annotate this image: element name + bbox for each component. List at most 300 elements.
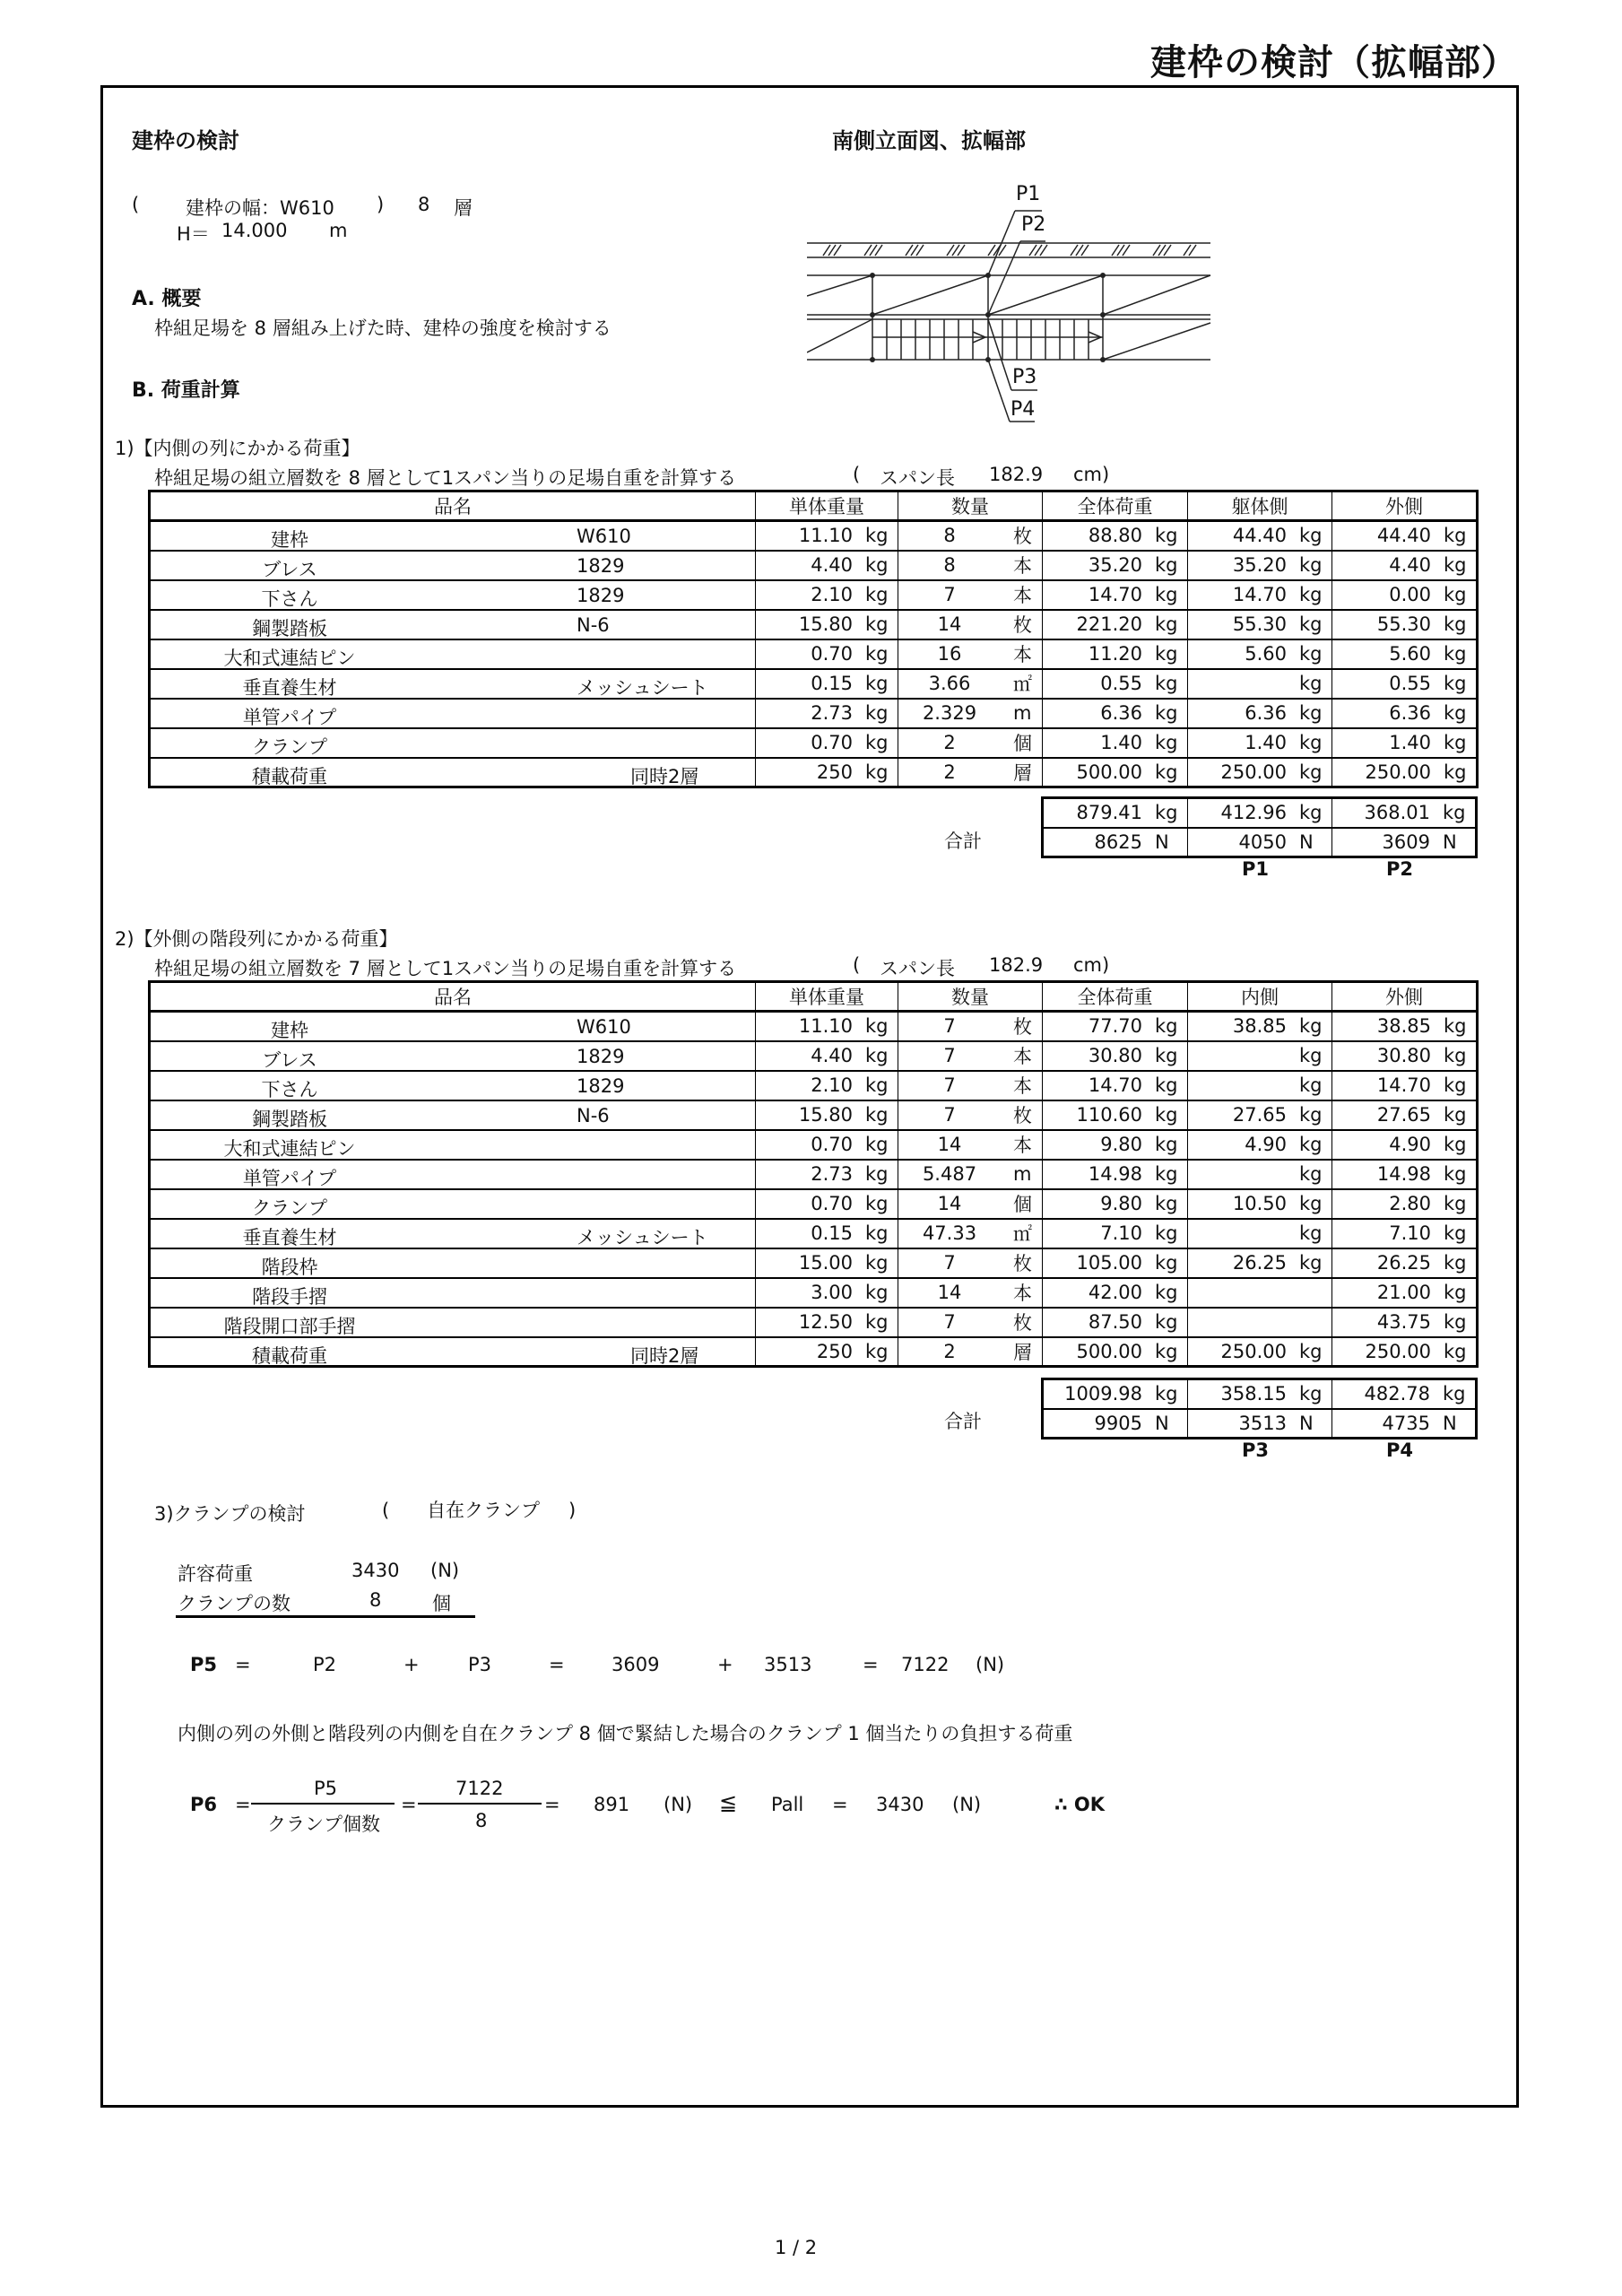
- total-load-cell: [1043, 1219, 1188, 1248]
- quantity-cell: [898, 1308, 1043, 1337]
- fraction-bar: [418, 1803, 542, 1805]
- inner-load-group: [1188, 640, 1331, 668]
- outer-load-value: 27.65: [1376, 1104, 1431, 1126]
- inner-load-value: 55.30: [1232, 613, 1287, 635]
- totals-n-row: [1043, 1409, 1477, 1439]
- unit-weight-group: [756, 640, 898, 668]
- inner-load-group: [1188, 700, 1331, 727]
- unit-kg: kg: [1299, 802, 1323, 824]
- quantity-value: 14: [937, 1134, 962, 1155]
- quantity-value: 7: [943, 1015, 956, 1038]
- unit-weight-unit: kg: [865, 1252, 889, 1274]
- quantity-unit: 本: [1013, 555, 1032, 577]
- unit-weight-group: [756, 1013, 898, 1040]
- inner-load-unit: kg: [1299, 732, 1323, 753]
- inner-load-unit: kg: [1299, 1074, 1323, 1096]
- quantity-group: [898, 640, 1042, 668]
- quantity-value: 47.33: [922, 1222, 977, 1244]
- unit-weight-group: [756, 1131, 898, 1159]
- outer-load-group: [1332, 1309, 1476, 1336]
- quantity-unit: ㎡: [1013, 674, 1032, 695]
- unit-weight-cell: [756, 551, 898, 580]
- total-load-value: 500.00: [1076, 1340, 1142, 1362]
- total-load-group: [1043, 1161, 1187, 1188]
- joint-node: [870, 312, 875, 317]
- total-load-group: [1043, 522, 1187, 550]
- quantity-unit: 枚: [1013, 1105, 1032, 1126]
- section1-description: 枠組足場の組立層数を 8 層として1スパン当りの足場自重を計算する: [154, 467, 737, 489]
- unit-weight-value: 250: [816, 761, 853, 783]
- total-load-group: [1043, 1042, 1187, 1070]
- inner-load-cell: [1188, 1278, 1332, 1308]
- quantity-cell: [898, 669, 1043, 699]
- inner-load-cell: [1188, 1041, 1332, 1071]
- overview-text: 枠組足場を 8 層組み上げた時、建枠の強度を検討する: [154, 317, 612, 339]
- unit-weight-group: [756, 1072, 898, 1100]
- inner-load-unit: kg: [1299, 761, 1323, 783]
- inner-row-totals-table: [1041, 796, 1478, 858]
- item-name-cell: [150, 1041, 756, 1071]
- quantity-group: [898, 522, 1042, 550]
- quantity-cell: [898, 758, 1043, 787]
- outer-load-group: [1332, 670, 1476, 698]
- table-row: [150, 758, 1478, 787]
- quantity-cell: [898, 610, 1043, 639]
- item-spec: 同時2層: [630, 765, 699, 787]
- item-name-cell: [150, 1248, 756, 1278]
- col-header-outer-side: 外側: [1332, 491, 1478, 521]
- unit-weight-value: 12.50: [798, 1311, 853, 1333]
- outer-load-unit: kg: [1444, 1015, 1467, 1038]
- outer-load-cell: [1332, 1308, 1478, 1337]
- section2-span-value: 182.9: [989, 954, 1044, 976]
- unit-weight-cell: [756, 1012, 898, 1041]
- quantity-group: [898, 1161, 1042, 1188]
- inner-load-unit: kg: [1299, 1340, 1323, 1362]
- inner-load-unit: kg: [1299, 702, 1323, 724]
- table-row: [150, 1041, 1478, 1071]
- p5-unit: (N): [976, 1654, 1005, 1675]
- outer-load-value: 5.60: [1389, 643, 1431, 665]
- total-load-group: [1043, 1190, 1187, 1218]
- quantity-unit: 枚: [1013, 1312, 1032, 1334]
- item-spec: N-6: [577, 1104, 610, 1126]
- table-header-row: [150, 491, 1478, 521]
- quantity-cell: [898, 1160, 1043, 1189]
- unit-weight-cell: [756, 1337, 898, 1367]
- section2-description: 枠組足場の組立層数を 7 層として1スパン当りの足場自重を計算する: [154, 958, 737, 979]
- total-load-unit: kg: [1155, 525, 1178, 547]
- stair-row-totals-table: [1041, 1378, 1478, 1439]
- outer-load-cell: [1332, 639, 1478, 669]
- inner-load-unit: kg: [1299, 673, 1323, 694]
- inner-load-cell: [1188, 580, 1332, 610]
- outer-load-group: [1332, 1220, 1476, 1248]
- total-load-value: 105.00: [1076, 1252, 1142, 1274]
- table-row: [150, 1337, 1478, 1367]
- section-title: 建枠の検討: [132, 128, 239, 153]
- unit-weight-value: 2.10: [811, 1074, 853, 1096]
- totals-n-row: [1043, 828, 1477, 857]
- outer-load-value: 38.85: [1376, 1015, 1431, 1038]
- quantity-group: [898, 1279, 1042, 1307]
- unit-weight-group: [756, 759, 898, 787]
- item-spec: 同時2層: [630, 1344, 699, 1367]
- table-row: [150, 1012, 1478, 1041]
- unit-weight-cell: [756, 1308, 898, 1337]
- outer-load-group: [1332, 1161, 1476, 1188]
- item-name-cell: [150, 1219, 756, 1248]
- outer-load-group: [1332, 640, 1476, 668]
- p6-frac2-denominator: 8: [475, 1810, 488, 1831]
- outer-load-cell: [1332, 1130, 1478, 1160]
- quantity-group: [898, 1101, 1042, 1129]
- outer-load-group: [1332, 1072, 1476, 1100]
- allowable-load-label: 許容荷重: [178, 1563, 253, 1585]
- quantity-group: [898, 1131, 1042, 1159]
- inner-load-group: [1188, 1161, 1331, 1188]
- outer-load-cell: [1332, 1071, 1478, 1100]
- item-name-cell: [150, 639, 756, 669]
- total-load-value: 221.20: [1076, 613, 1142, 635]
- outer-load-cell: [1332, 1100, 1478, 1130]
- p6-eq3: =: [544, 1794, 560, 1815]
- elevation-diagram: [807, 184, 1219, 426]
- unit-weight-group: [756, 1309, 898, 1336]
- quantity-unit: 層: [1013, 1341, 1032, 1363]
- outer-load-value: 7.10: [1389, 1222, 1431, 1244]
- section2-span-unit: cm): [1073, 954, 1110, 976]
- quantity-cell: [898, 1100, 1043, 1130]
- quantity-unit: 個: [1013, 1194, 1032, 1215]
- total-load-cell: [1043, 1308, 1188, 1337]
- total-load-cell: [1043, 551, 1188, 580]
- unit-weight-unit: kg: [865, 1193, 889, 1214]
- unit-weight-group: [756, 581, 898, 609]
- quantity-group: [898, 581, 1042, 609]
- outer-load-unit: kg: [1444, 584, 1467, 605]
- section1-span-open: (: [853, 464, 861, 485]
- inner-load-group: [1188, 1101, 1331, 1129]
- inner-load-group: [1188, 611, 1331, 639]
- outer-load-group: [1332, 1042, 1476, 1070]
- outer-load-unit: kg: [1444, 1134, 1467, 1155]
- p5-result: 7122: [901, 1654, 950, 1675]
- unit-weight-group: [756, 1042, 898, 1070]
- unit-weight-cell: [756, 728, 898, 758]
- outer-load-value: 30.80: [1376, 1045, 1431, 1066]
- total-load-value: 9.80: [1100, 1193, 1142, 1214]
- unit-n: N: [1443, 831, 1457, 853]
- total-load-cell: [1043, 1160, 1188, 1189]
- inner-load-cell: [1188, 1130, 1332, 1160]
- inner-load-value: 4.90: [1245, 1134, 1287, 1155]
- total-load-unit: kg: [1155, 1193, 1178, 1214]
- item-name: 鋼製踏板: [252, 617, 327, 639]
- item-name-cell: [150, 728, 756, 758]
- outer-load-value: 14.70: [1376, 1074, 1431, 1096]
- item-name-cell: [150, 551, 756, 580]
- unit-weight-unit: kg: [865, 1340, 889, 1362]
- inner-load-cell: [1188, 1189, 1332, 1219]
- total-load-value: 11.20: [1088, 643, 1142, 665]
- diagram-label-p3: P3: [1012, 366, 1037, 388]
- joint-node: [1100, 273, 1106, 278]
- outer-load-value: 2.80: [1389, 1193, 1431, 1214]
- unit-weight-cell: [756, 1100, 898, 1130]
- p6-result: 891: [594, 1794, 630, 1815]
- table-row: [150, 728, 1478, 758]
- inner-load-cell: [1188, 639, 1332, 669]
- total-load-unit: kg: [1155, 1163, 1178, 1185]
- total-load-group: [1043, 759, 1187, 787]
- section1-span-unit: cm): [1073, 464, 1110, 485]
- item-name: 階段開口部手摺: [223, 1315, 356, 1337]
- item-spec: W610: [577, 1016, 631, 1038]
- inner-load-cell: [1188, 669, 1332, 699]
- clamp-count-value: 8: [369, 1589, 382, 1611]
- outer-load-value: 43.75: [1376, 1311, 1431, 1333]
- table-row: [150, 1278, 1478, 1308]
- unit-weight-value: 4.40: [811, 1045, 853, 1066]
- item-spec: 1829: [577, 1074, 625, 1097]
- inner-load-cell: [1188, 1308, 1332, 1337]
- inner-load-group: [1188, 1072, 1331, 1100]
- unit-weight-cell: [756, 1248, 898, 1278]
- total-load-unit: kg: [1155, 613, 1178, 635]
- quantity-value: 2.329: [922, 702, 977, 724]
- total-load-unit: kg: [1155, 1282, 1178, 1303]
- inner-load-unit: kg: [1299, 1163, 1323, 1185]
- outer-load-group: [1332, 1190, 1476, 1218]
- table-row: [150, 699, 1478, 728]
- unit-weight-group: [756, 552, 898, 579]
- table-row: [150, 1189, 1478, 1219]
- item-spec: N-6: [577, 613, 610, 636]
- unit-weight-value: 0.70: [811, 1134, 853, 1155]
- outer-load-cell: [1332, 521, 1478, 551]
- inner-load-value: 5.60: [1245, 643, 1287, 665]
- item-name-cell: [150, 1012, 756, 1041]
- inner-load-value: 26.25: [1232, 1252, 1287, 1274]
- inner-load-unit: kg: [1299, 1222, 1323, 1244]
- unit-weight-group: [756, 611, 898, 639]
- inner-load-unit: kg: [1299, 525, 1323, 547]
- total-load-value: 14.70: [1088, 584, 1142, 605]
- unit-weight-cell: [756, 580, 898, 610]
- unit-n: N: [1443, 1412, 1457, 1434]
- total-n-value: 8625: [1094, 831, 1142, 853]
- diagram-title: 南側立面図、拡幅部: [832, 128, 1026, 153]
- quantity-cell: [898, 728, 1043, 758]
- item-name: 鋼製踏板: [252, 1108, 327, 1130]
- unit-weight-value: 0.15: [811, 1222, 853, 1244]
- section1-span-label: スパン長: [880, 467, 955, 489]
- unit-kg: kg: [1443, 1383, 1466, 1405]
- unit-n: N: [1299, 831, 1314, 853]
- p6-unit: (N): [664, 1794, 693, 1815]
- p6-label: P6: [190, 1794, 218, 1815]
- frame-width-open: (: [132, 194, 140, 215]
- outer-load-value: 250.00: [1365, 761, 1431, 783]
- diagram-label-p2: P2: [1021, 213, 1046, 236]
- point-label-p2: P2: [1386, 858, 1414, 880]
- inner-load-unit: kg: [1299, 1193, 1323, 1214]
- outer-load-unit: kg: [1444, 702, 1467, 724]
- unit-weight-unit: kg: [865, 1134, 889, 1155]
- quantity-unit: 本: [1013, 585, 1032, 606]
- totals-kg-row: [1043, 798, 1477, 828]
- col-header-outer-side: 外側: [1332, 982, 1478, 1012]
- unit-weight-cell: [756, 1219, 898, 1248]
- quantity-unit: 本: [1013, 1046, 1032, 1067]
- clamp-count-label: クランプの数: [178, 1593, 291, 1614]
- unit-kg: kg: [1155, 1383, 1178, 1405]
- unit-weight-value: 2.10: [811, 584, 853, 605]
- unit-weight-unit: kg: [865, 1163, 889, 1185]
- outer-load-unit: kg: [1444, 761, 1467, 783]
- unit-kg: kg: [1443, 802, 1466, 824]
- outer-load-unit: kg: [1444, 1045, 1467, 1066]
- total-load-group: [1043, 670, 1187, 698]
- unit-weight-unit: kg: [865, 1311, 889, 1333]
- p5-eq3: =: [863, 1654, 879, 1675]
- outer-load-unit: kg: [1444, 673, 1467, 694]
- item-name: 垂直養生材: [242, 1226, 337, 1248]
- p5-val1: 3609: [612, 1654, 660, 1675]
- unit-weight-value: 3.00: [811, 1282, 853, 1303]
- frame-width-close: ): [377, 194, 385, 215]
- item-name: 階段手摺: [252, 1285, 327, 1308]
- joint-node: [870, 273, 875, 278]
- total-load-unit: kg: [1155, 1104, 1178, 1126]
- item-spec: 1829: [577, 554, 625, 577]
- quantity-cell: [898, 1219, 1043, 1248]
- unit-weight-value: 15.00: [798, 1252, 853, 1274]
- p6-eq4: =: [832, 1794, 848, 1815]
- outer-load-value: 4.40: [1389, 554, 1431, 576]
- item-name-cell: [150, 758, 756, 787]
- height-unit: m: [329, 220, 348, 241]
- inner-load-group: [1188, 670, 1331, 698]
- inner-load-group: [1188, 1249, 1331, 1277]
- outer-load-group: [1332, 1013, 1476, 1040]
- outer-load-unit: kg: [1444, 1340, 1467, 1362]
- quantity-cell: [898, 699, 1043, 728]
- unit-weight-unit: kg: [865, 1104, 889, 1126]
- layers-value: 8: [418, 194, 430, 215]
- total-load-group: [1043, 1072, 1187, 1100]
- item-name-cell: [150, 1100, 756, 1130]
- outer-load-unit: kg: [1444, 1193, 1467, 1214]
- brace-line: [807, 319, 872, 352]
- p6-eq1: =: [235, 1794, 251, 1815]
- quantity-group: [898, 1042, 1042, 1070]
- unit-weight-unit: kg: [865, 702, 889, 724]
- outer-load-cell: [1332, 1248, 1478, 1278]
- table-row: [150, 1130, 1478, 1160]
- inner-load-value: 27.65: [1232, 1104, 1287, 1126]
- height-value: 14.000: [221, 220, 288, 241]
- total-load-unit: kg: [1155, 732, 1178, 753]
- total-load-unit: kg: [1155, 1311, 1178, 1333]
- unit-weight-unit: kg: [865, 761, 889, 783]
- unit-weight-unit: kg: [865, 1282, 889, 1303]
- total-load-cell: [1043, 1337, 1188, 1367]
- unit-weight-group: [756, 1190, 898, 1218]
- item-name: 積載荷重: [252, 1344, 327, 1367]
- total-load-group: [1043, 552, 1187, 579]
- item-name: 建枠: [271, 1020, 308, 1041]
- allowable-load-unit: (N): [430, 1560, 460, 1581]
- quantity-value: 7: [943, 584, 956, 605]
- col-header-inner-side: 躯体側: [1188, 491, 1332, 521]
- section1-heading: 1)【内側の列にかかる荷重】: [115, 438, 360, 459]
- outer-kg-value: 482.78: [1364, 1383, 1430, 1405]
- quantity-value: 2: [943, 732, 956, 753]
- unit-weight-unit: kg: [865, 554, 889, 576]
- unit-weight-value: 0.15: [811, 673, 853, 694]
- outer-load-unit: kg: [1444, 525, 1467, 547]
- total-load-cell: [1043, 1041, 1188, 1071]
- outer-load-value: 0.55: [1389, 673, 1431, 694]
- quantity-group: [898, 552, 1042, 579]
- quantity-unit: ㎡: [1013, 1223, 1032, 1245]
- col-header-unit-weight: 単体重量: [756, 982, 898, 1012]
- inner-load-unit: kg: [1299, 1045, 1323, 1066]
- total-load-value: 7.10: [1100, 1222, 1142, 1244]
- leader-line-p3: [988, 319, 1011, 390]
- unit-weight-group: [756, 729, 898, 757]
- quantity-cell: [898, 1278, 1043, 1308]
- total-load-unit: kg: [1155, 673, 1178, 694]
- quantity-group: [898, 700, 1042, 727]
- outer-load-unit: kg: [1444, 1311, 1467, 1333]
- total-load-cell: [1043, 1278, 1188, 1308]
- quantity-unit: 本: [1013, 644, 1032, 665]
- unit-weight-value: 0.70: [811, 732, 853, 753]
- clamp-count-unit: 個: [432, 1593, 451, 1614]
- total-load-group: [1043, 1101, 1187, 1129]
- pall-unit: (N): [952, 1794, 982, 1815]
- table-row: [150, 1308, 1478, 1337]
- quantity-unit: 枚: [1013, 1253, 1032, 1274]
- outer-load-cell: [1332, 1041, 1478, 1071]
- total-load-cell: [1043, 728, 1188, 758]
- outer-load-cell: [1332, 1337, 1478, 1367]
- total-load-group: [1043, 581, 1187, 609]
- unit-weight-cell: [756, 1278, 898, 1308]
- inner-load-unit: kg: [1299, 1015, 1323, 1038]
- col-header-name: 品名: [150, 982, 756, 1012]
- quantity-group: [898, 759, 1042, 787]
- p5-label: P5: [190, 1654, 218, 1675]
- outer-load-value: 21.00: [1376, 1282, 1431, 1303]
- unit-weight-unit: kg: [865, 732, 889, 753]
- quantity-unit: 個: [1013, 733, 1032, 754]
- item-name: 単管パイプ: [242, 1167, 337, 1189]
- brace-line: [807, 275, 872, 296]
- quantity-unit: 本: [1013, 1075, 1032, 1097]
- clamp-type-label: 自在クランプ: [427, 1500, 540, 1521]
- unit-weight-unit: kg: [865, 1074, 889, 1096]
- table-row: [150, 1160, 1478, 1189]
- unit-n: N: [1299, 1412, 1314, 1434]
- quantity-cell: [898, 1012, 1043, 1041]
- outer-load-cell: [1332, 669, 1478, 699]
- outer-load-group: [1332, 1101, 1476, 1129]
- item-name-cell: [150, 1189, 756, 1219]
